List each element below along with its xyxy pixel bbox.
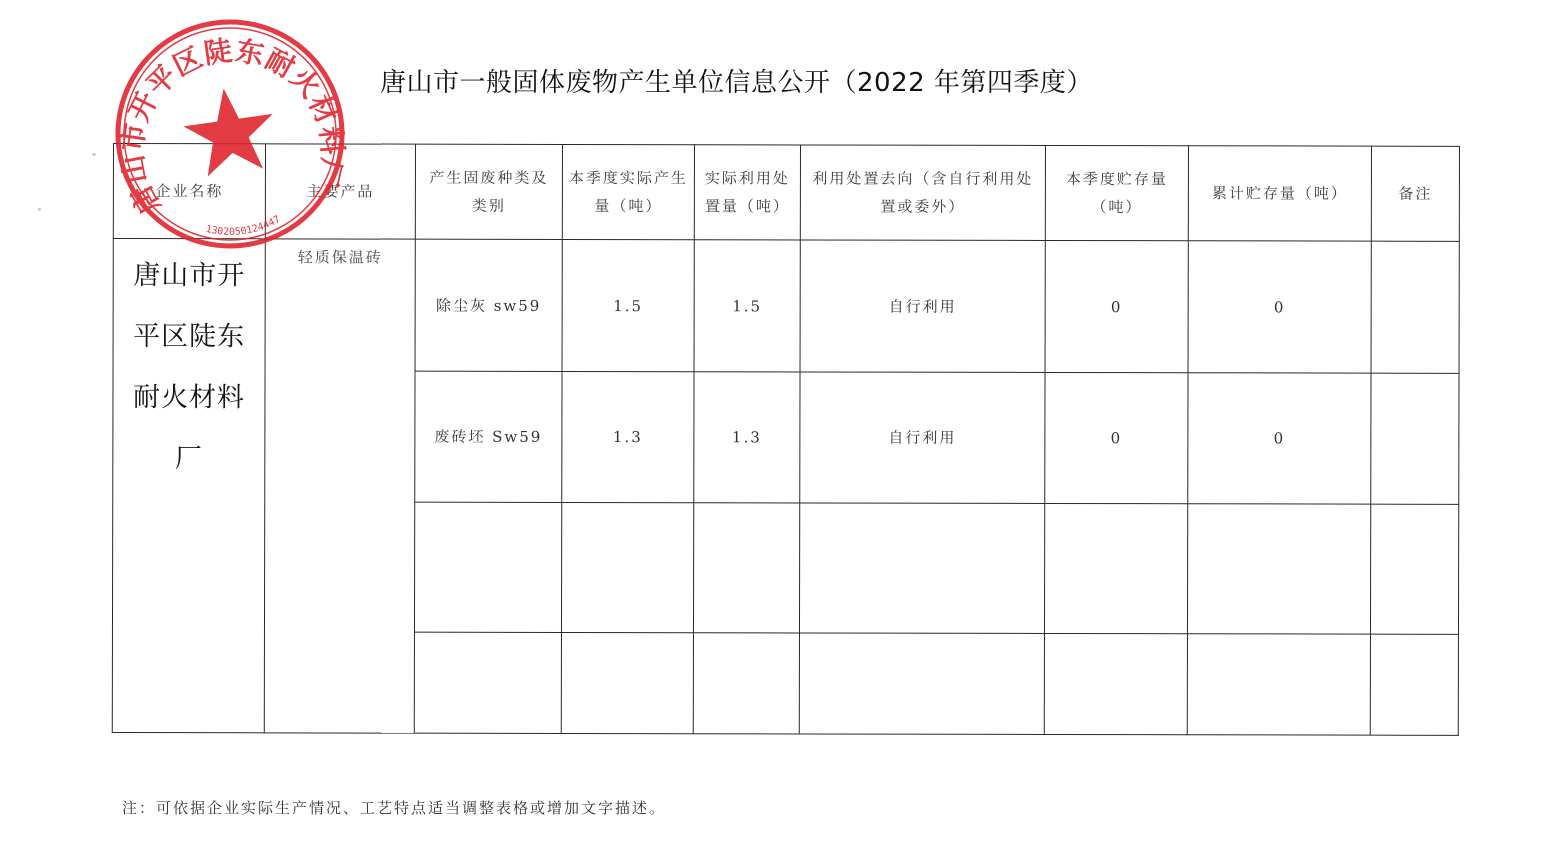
- footnote: 注：可依据企业实际生产情况、工艺特点适当调整表格或增加文字描述。: [122, 799, 667, 817]
- company-name-line: 唐山市开: [133, 260, 246, 292]
- stored-cell: 0: [1045, 373, 1188, 504]
- header-waste-type: 产生固废种类及类别: [415, 144, 562, 240]
- document-title: 唐山市一般固体废物产生单位信息公开（2022 年第四季度）: [380, 68, 1093, 98]
- main-product-cell: [264, 239, 415, 733]
- header-remark: 备注: [1371, 146, 1459, 242]
- cumulative-cell: [1187, 504, 1370, 635]
- header-company-name: 企业名称: [113, 144, 265, 240]
- company-seal: [97, 1, 364, 268]
- stored-cell: 0: [1045, 241, 1188, 373]
- produced-cell: [561, 633, 693, 734]
- remark-cell: [1370, 504, 1458, 635]
- seal-code-textpath: 1302050124447: [204, 213, 283, 238]
- scan-speck: [38, 208, 41, 211]
- destination-cell: 自行利用: [800, 372, 1045, 503]
- disposed-cell: [693, 633, 799, 734]
- cumulative-cell: 0: [1188, 241, 1371, 373]
- company-name-cell: [112, 239, 265, 733]
- header-disposed-amount: 实际利用处置量（吨）: [694, 145, 800, 241]
- disposed-cell: 1.3: [694, 372, 800, 503]
- main-product: 轻质保温砖: [297, 248, 383, 268]
- header-quarter-produced: 本季度实际产生量（吨）: [562, 144, 694, 240]
- table-row: [113, 239, 1459, 373]
- company-name-line: 耐火材料: [132, 382, 245, 414]
- header-quarter-stored: 本季度贮存量（吨）: [1045, 145, 1188, 241]
- scan-speck: [92, 153, 96, 156]
- waste-type-cell: [414, 502, 561, 633]
- stored-cell: [1044, 503, 1187, 634]
- header-main-product: 主要产品: [265, 144, 415, 240]
- produced-cell: 1.5: [562, 240, 694, 372]
- stored-cell: [1044, 634, 1187, 735]
- star-icon: [179, 82, 280, 179]
- seal-arc-textpath: 唐山市开平区陡东耐火材料厂: [115, 33, 350, 220]
- company-name-line: 平区陡东: [133, 321, 246, 353]
- waste-type-cell: 废砖坯 Sw59: [415, 371, 562, 502]
- remark-cell: [1371, 373, 1459, 504]
- remark-cell: [1371, 242, 1459, 374]
- cumulative-cell: 0: [1188, 373, 1371, 504]
- destination-cell: [799, 633, 1044, 734]
- disposed-cell: [693, 503, 799, 634]
- waste-type-cell: [414, 633, 561, 734]
- header-cumulative-stored: 累计贮存量（吨）: [1188, 146, 1371, 242]
- destination-cell: 自行利用: [800, 240, 1045, 372]
- disposed-cell: 1.5: [694, 240, 800, 372]
- waste-type-cell: 除尘灰 sw59: [415, 240, 562, 372]
- company-name-line: 厂: [174, 443, 203, 475]
- destination-cell: [799, 503, 1044, 634]
- remark-cell: [1370, 635, 1458, 736]
- header-disposal-destination: 利用处置去向（含自行利用处置或委外）: [800, 145, 1045, 241]
- produced-cell: [561, 502, 693, 633]
- produced-cell: 1.3: [562, 372, 694, 503]
- company-name: [124, 246, 255, 490]
- cumulative-cell: [1187, 634, 1370, 735]
